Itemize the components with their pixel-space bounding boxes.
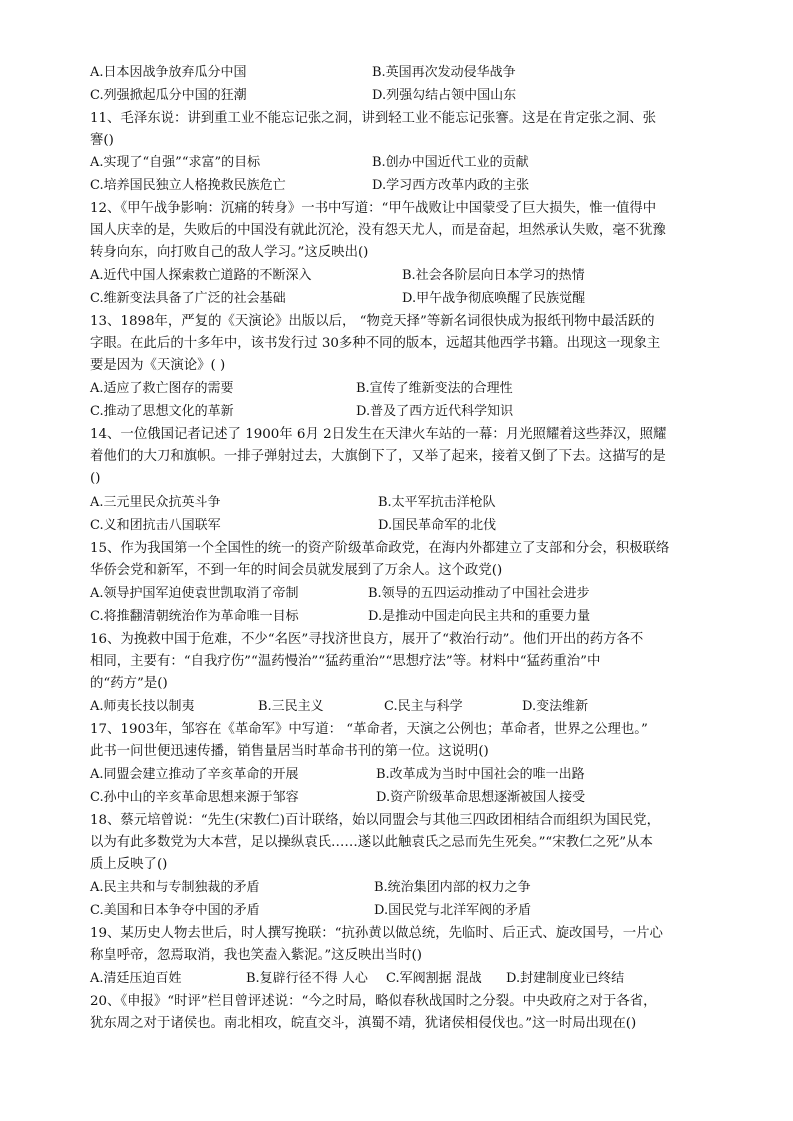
- q15-stem-line1: 15、作为我国第一个全国性的统一的资产阶级革命政党，在海内外都建立了支部和分会，积极联络: [90, 541, 670, 556]
- q12-option-b: B.社会各阶层向日本学习的热情: [402, 268, 585, 283]
- q18-option-b: B.统治集团内部的权力之争: [374, 880, 531, 895]
- q16-option-c: C.民主与科学: [384, 699, 463, 714]
- q19-stem-line2: 称皇呼帝，忽焉取消，我也笑盍入紫泥。”这反映出当时(): [90, 948, 422, 963]
- q17-option-c: C.孙中山的辛亥革命思想来源于邹容: [90, 790, 299, 805]
- q19-option-a: A.清廷压迫百姓: [90, 971, 182, 986]
- q14-option-d: D.国民革命军的北伐: [378, 518, 497, 533]
- q12-option-a: A.近代中国人探索救亡道路的不断深入: [90, 268, 312, 283]
- q19-option-b: B.复辟行径不得 人心: [246, 971, 368, 986]
- q13-stem-line1: 13、1898年，严复的《天演论》出版以后， “物竞天择”等新名词很快成为报纸刊物中最活跃的: [90, 314, 655, 329]
- q17-option-a: A.同盟会建立推动了辛亥革命的开展: [90, 767, 299, 782]
- q18-stem-line1: 18、蔡元培曾说：“先生(宋教仁)百计联络，始以同盟会与其他三四政团相结合而组织为国民党，: [90, 813, 660, 828]
- q13-option-d: D.普及了西方近代科学知识: [356, 404, 514, 419]
- q18-option-d: D.国民党与北洋军阀的矛盾: [374, 903, 532, 918]
- q18-option-c: C.美国和日本争夺中国的矛盾: [90, 903, 260, 918]
- q13-option-b: B.宣传了维新变法的合理性: [356, 381, 513, 396]
- q20-stem-line2: 犹东周之对于诸侯也。南北相攻，皖直交斗，滇蜀不靖，犹诸侯相侵伐也。”这一时局出现在(): [90, 1016, 637, 1031]
- q19-option-c: C.军阀割据 混战: [386, 971, 482, 986]
- q17-stem-line1: 17、1903年，邹容在《革命军》中写道： “革命者，天演之公例也；革命者，世界之公理也。”: [90, 722, 648, 737]
- q11-option-a: A.实现了“自强”“求富”的目标: [90, 155, 261, 170]
- q13-option-c: C.推动了思想文化的革新: [90, 404, 234, 419]
- q15-stem-line2: 华侨会党和新军，不到一年的时间会员就发展到了万余人。这个政党(): [90, 563, 503, 578]
- q12-option-d: D.甲午战争彻底唤醒了民族觉醒: [402, 291, 586, 306]
- q18-option-a: A.民主共和与专制独裁的矛盾: [90, 880, 260, 895]
- q11-stem-line2: 謇(): [90, 133, 114, 148]
- q13-option-a: A.适应了救亡图存的需要: [90, 381, 234, 396]
- q11-option-d: D.学习西方改革内政的主张: [372, 178, 530, 193]
- q10-option-c: C.列强掀起瓜分中国的狂潮: [90, 88, 247, 103]
- q17-option-b: B.改革成为当时中国社会的唯一出路: [376, 767, 585, 782]
- q12-stem-line1: 12、《甲午战争影响：沉痛的转身》一书中写道：“甲午战败让中国蒙受了巨大损失，惟一值得中: [90, 201, 657, 216]
- q14-stem-line3: (): [90, 471, 101, 486]
- q20-stem-line1: 20、《申报》“时评”栏目曾评述说：“今之时局，略似春秋战国时之分裂。中央政府之对于各省，: [90, 994, 657, 1009]
- q12-stem-line2: 国人庆幸的是，失败后的中国没有就此沉沦，没有怨天尤人，而是奋起，坦然承认失败，毫不犹豫: [90, 223, 666, 238]
- q13-stem-line2: 字眼。在此后的十多年中，该书发行过 30多种不同的版本，远超其他西学书籍。出现这一现象主: [90, 336, 661, 351]
- q19-stem-line1: 19、某历史人物去世后，时人撰写挽联：“抗孙黄以做总统，先临时、后正式、旋改国号，一片心: [90, 926, 663, 941]
- q16-option-a: A.师夷长技以制夷: [90, 699, 195, 714]
- q16-stem-line2: 相同，主要有：“自我疗伤”“温药慢治”“猛药重治”“思想疗法”等。材料中“猛药重治”中: [90, 654, 601, 669]
- q15-option-c: C.将推翻清朝统治作为革命唯一目标: [90, 609, 299, 624]
- q15-option-a: A.领导护国军迫使袁世凯取消了帝制: [90, 586, 299, 601]
- q15-option-d: D.是推动中国走向民主共和的重要力量: [368, 609, 591, 624]
- q13-stem-line3: 要是因为《天演论》( ): [90, 358, 226, 373]
- q11-option-c: C.培养国民独立人格挽救民族危亡: [90, 178, 286, 193]
- q12-option-c: C.维新变法具备了广泛的社会基础: [90, 291, 286, 306]
- q18-stem-line2: 以为有此多数党为大本营，足以操纵袁氏……遂以此触袁氏之忌而先生死矣。”“宋教仁之死”从本: [90, 835, 653, 850]
- q16-option-b: B.三民主义: [258, 699, 324, 714]
- q11-stem-line1: 11、毛泽东说：讲到重工业不能忘记张之洞，讲到轻工业不能忘记张謇。这是在肯定张之洞、张: [90, 111, 657, 126]
- q16-stem-line3: 的“药方”是(): [90, 676, 168, 691]
- q17-stem-line2: 此书一问世便迅速传播，销售量居当时革命书刊的第一位。这说明(): [90, 744, 489, 759]
- q10-option-a: A.日本因战争放弃瓜分中国: [90, 65, 247, 80]
- q19-option-d: D.封建制度业已终结: [506, 971, 625, 986]
- q11-option-b: B.创办中国近代工业的贡献: [372, 155, 529, 170]
- q14-stem-line1: 14、一位俄国记者记述了 1900年 6月 2日发生在天津火车站的一幕：月光照耀着这些莽汉，照耀: [90, 427, 667, 442]
- q16-option-d: D.变法维新: [522, 699, 589, 714]
- q12-stem-line3: 转身向东，向打败自己的敌人学习。”这反映出(): [90, 245, 369, 260]
- q17-option-d: D.资产阶级革命思想逐渐被国人接受: [376, 790, 586, 805]
- q15-option-b: B.领导的五四运动推动了中国社会进步: [368, 586, 590, 601]
- q14-option-a: A.三元里民众抗英斗争: [90, 495, 221, 510]
- q14-option-c: C.义和团抗击八国联军: [90, 518, 221, 533]
- q18-stem-line3: 质上反映了(): [90, 857, 168, 872]
- q14-stem-line2: 着他们的大刀和旗帜。一排子弹射过去，大旗倒下了，又举了起来，接着又倒了下去。这描写的是: [90, 449, 666, 464]
- q10-option-b: B.英国再次发动侵华战争: [372, 65, 516, 80]
- q10-option-d: D.列强勾结占领中国山东: [372, 88, 517, 103]
- q16-stem-line1: 16、为挽救中国于危难，不少“名医”寻找济世良方，展开了“救治行动”。他们开出的药方各不: [90, 632, 644, 647]
- q14-option-b: B.太平军抗击洋枪队: [378, 495, 496, 510]
